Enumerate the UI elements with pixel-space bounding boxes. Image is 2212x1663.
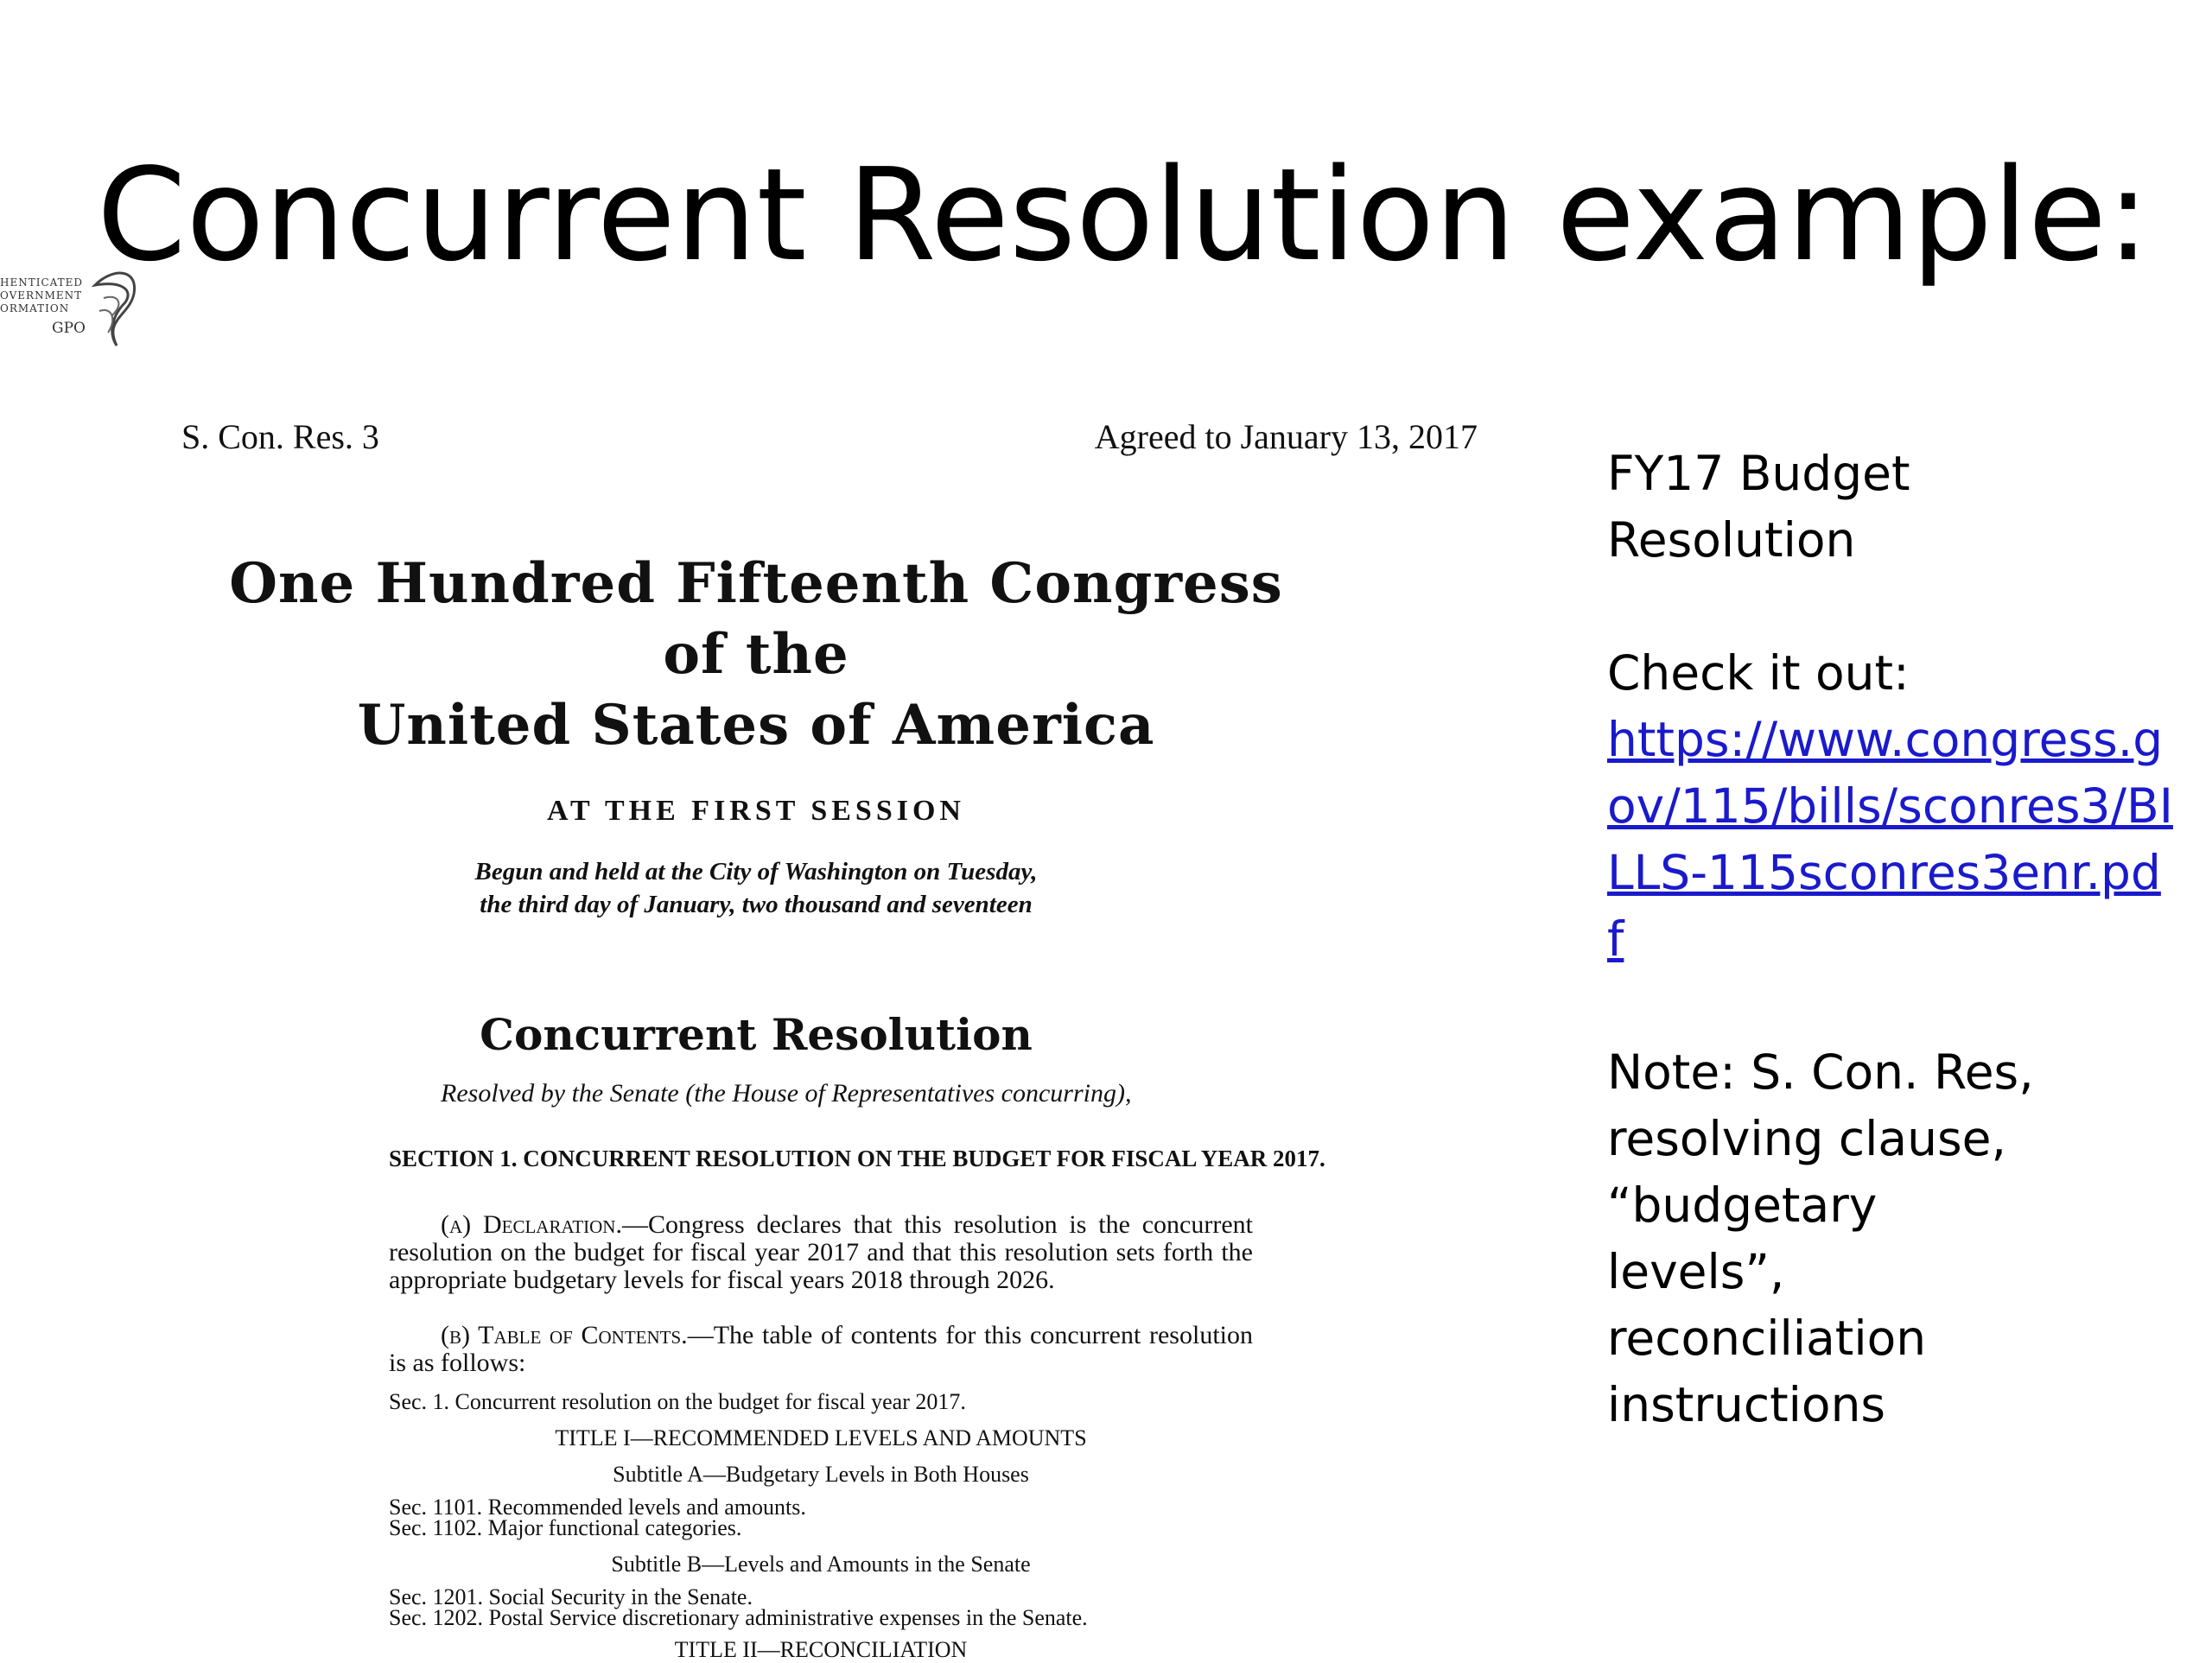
note-line: levels”, [1607, 1244, 1785, 1299]
toc-subtitle: Subtitle A—Budgetary Levels in Both Houses [613, 1462, 1029, 1487]
toc-label: (b) Table of Contents. [441, 1321, 688, 1349]
eagle-icon [86, 268, 147, 363]
logo-abbr: GPO [52, 320, 86, 337]
congress-line: United States of America [357, 693, 1155, 758]
toc-entry: Sec. 1. Concurrent resolution on the budget for fiscal year 2017. [389, 1389, 966, 1414]
toc-subtitle: Subtitle B—Levels and Amounts in the Senate [611, 1552, 1031, 1577]
budget-label-line: Resolution [1607, 512, 1856, 568]
check-label: Check it out: [1607, 645, 1910, 701]
begun-line: the third day of January, two thousand and seventeen [480, 891, 1033, 918]
spacer [1607, 973, 2177, 1039]
resolution-id: S. Con. Res. 3 [181, 417, 379, 456]
logo-text [0, 276, 83, 315]
note-line: “budgetary [1607, 1177, 1878, 1233]
toc-entry: Sec. 1202. Postal Service discretionary administrative expenses in the Senate. [389, 1605, 1088, 1630]
congress-line: of the [663, 622, 849, 687]
document-image [173, 406, 1486, 1662]
declaration-label: (a) Declaration. [441, 1210, 622, 1239]
congress-line: One Hundred Fifteenth Congress [229, 551, 1283, 616]
logo-text-line: ORMATION [0, 302, 70, 314]
side-notes [1607, 441, 2177, 1438]
agreed-date: Agreed to January 13, 2017 [1094, 417, 1478, 456]
congress-heading [173, 549, 1486, 761]
spacer [1607, 574, 2177, 640]
session-heading: AT THE FIRST SESSION [547, 795, 965, 827]
toc-entry: Sec. 1201. Social Security in the Senate. [389, 1584, 753, 1609]
begun-line: Begun and held at the City of Washington on Tuesday, [474, 858, 1038, 885]
declaration-paragraph [389, 1211, 1253, 1294]
note-line: instructions [1607, 1377, 1886, 1432]
resolution-heading: Concurrent Resolution [480, 1009, 1033, 1060]
resolving-clause: Resolved by the Senate (the House of Representatives concurring), [441, 1079, 1132, 1108]
toc-title: TITLE II—RECONCILIATION [674, 1637, 968, 1662]
begun-text [173, 855, 1486, 921]
congress-link[interactable]: https://www.congress.gov/115/bills/sconres3/BILLS-115sconres3enr.pdf [1607, 712, 2173, 967]
declaration-text: —Congress declares that this resolution is the concurrent resolution on the budget for fiscal year 2017 and that this resolution sets forth the appropriate budgetary levels for fiscal years 2018 through 2026. [389, 1210, 1253, 1294]
toc-title: TITLE I—RECOMMENDED LEVELS AND AMOUNTS [555, 1425, 1087, 1450]
slide-title: Concurrent Resolution example: [97, 141, 2150, 289]
note-line: reconciliation [1607, 1311, 1927, 1366]
note-line: resolving clause, [1607, 1111, 2006, 1166]
note-line: Note: S. Con. Res, [1607, 1044, 2034, 1100]
logo-text-line: OVERNMENT [0, 289, 83, 301]
logo-text-line: HENTICATED [0, 276, 84, 289]
toc-text: —The table of contents for this concurrent resolution is as follows: [389, 1321, 1253, 1377]
gpo-logo [0, 268, 147, 363]
budget-label-line: FY17 Budget [1607, 446, 1910, 501]
toc-entry: Sec. 1101. Recommended levels and amounts. [389, 1495, 806, 1520]
toc-entry: Sec. 1102. Major functional categories. [389, 1515, 742, 1540]
section-1-heading: SECTION 1. CONCURRENT RESOLUTION ON THE BUDGET FOR FISCAL YEAR 2017. [389, 1146, 1325, 1171]
toc-paragraph [389, 1322, 1253, 1377]
